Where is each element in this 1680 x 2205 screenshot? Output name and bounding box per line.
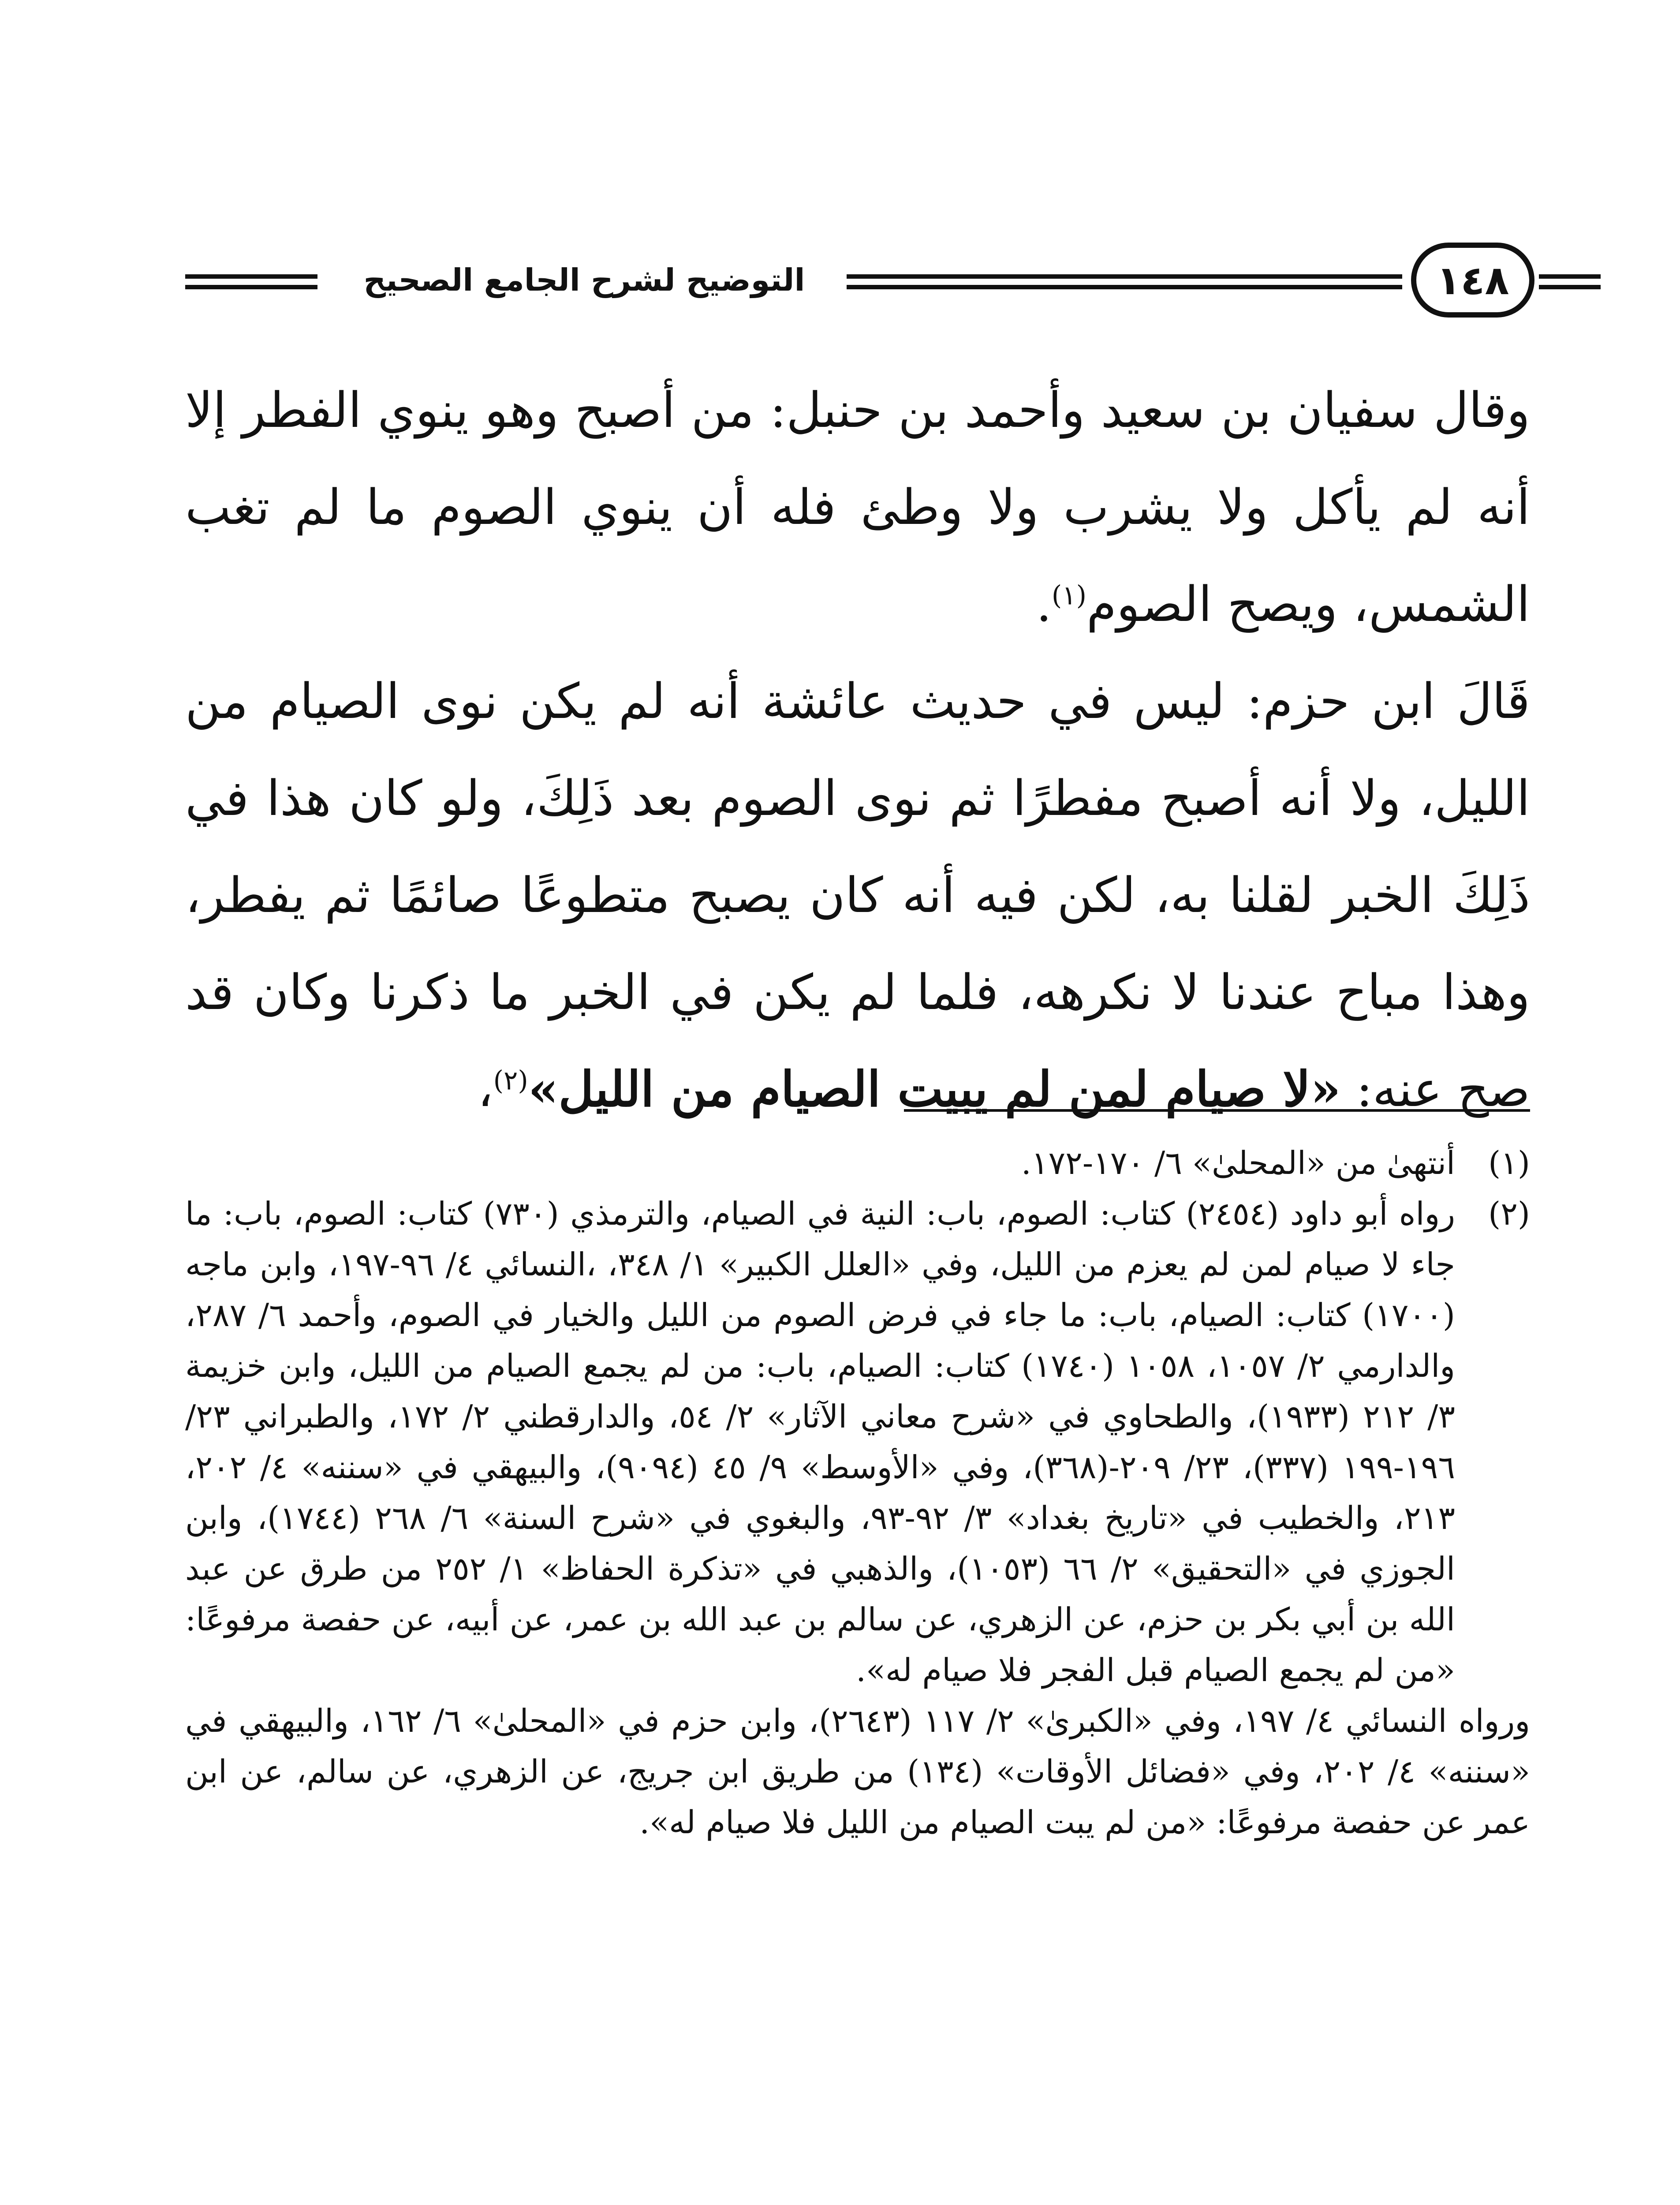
- footnote-ref-2: (٢): [493, 1065, 528, 1096]
- footnote-2-continuation: ورواه النسائي ٤/ ١٩٧، وفي «الكبرىٰ» ٢/ ١١٧ (٢٦٤٣)، وابن حزم في «المحلىٰ» ٦/ ١٦٢، والبيهقي في «سننه» ٤/ ٢٠٢، وفي «فضائل الأوقات» (١٣٤) من طريق ابن جريج، عن الزهري، عن سالم، عن ابن عمر عن حفصة مرفوعًا: «من لم يبت الصيام من الليل فلا صيام له».: [185, 1702, 1531, 1841]
- paragraph-2-text: قَالَ ابن حزم: ليس في حديث عائشة أنه لم يكن نوى الصيام من الليل، ولا أنه أصبح مفطرًا ثم نوى الصوم بعد ذَلِكَ، ولو كان هذا في ذَلِكَ الخبر لقلنا به، لكن فيه أنه كان يصبح متطوعًا صائمًا ثم يفطر، وهذا مباح عندنا لا نكرهه، فلما لم يكن في الخبر ما ذكرنا وكان قد صح عنه:: [185, 673, 1530, 1117]
- paragraph-2-end: ،: [478, 1061, 493, 1117]
- header-rule-left: [185, 274, 317, 289]
- paragraph-1-end: .: [1036, 576, 1052, 632]
- footnote-2: [185, 1188, 1530, 1696]
- footnotes: [185, 1138, 1530, 1848]
- paragraph-1-text: وقال سفيان بن سعيد وأحمد بن حنبل: من أصبح وهو ينوي الفطر إلا أنه لم يأكل ولا يشرب ولا وطئ فله أن ينوي الصوم ما لم تغب الشمس، ويصح الصوم: [185, 382, 1530, 632]
- running-title: التوضيح لشرح الجامع الصحيح: [363, 262, 805, 298]
- header-rule-right: [1539, 274, 1601, 289]
- footnote-separator: [904, 1109, 1530, 1112]
- paragraph-2: [185, 653, 1530, 1138]
- paragraph-1: [185, 362, 1530, 653]
- header-rule-middle: [847, 274, 1402, 289]
- page-header: [185, 238, 1530, 326]
- footnote-number: (١): [1488, 1144, 1530, 1181]
- main-text: [185, 362, 1530, 1138]
- footnote-text: رواه أبو داود (٢٤٥٤) كتاب: الصوم، باب: النية في الصيام، والترمذي (٧٣٠) كتاب: الصوم، باب: ما جاء لا صيام لمن لم يعزم من الليل، وفي «العلل الكبير» ١/ ٣٤٨، ،النسائي ٤/ ٩٦-١٩٧، وابن ماجه (١٧٠٠) كتاب: الصيام، باب: ما جاء في فرض الصوم من الليل والخيار في الصوم، وأحمد ٦/ ٢٨٧، والدارمي ٢/ ١٠٥٧، ١٠٥٨ (١٧٤٠) كتاب: الصيام، باب: من لم يجمع الصيام من الليل، وابن خزيمة ٣/ ٢١٢ (١٩٣٣)، والطحاوي في «شرح معاني الآثار» ٢/ ٥٤، والدارقطني ٢/ ١٧٢، والطبراني ٢٣/ ١٩٦-١٩٩ (٣٣٧)، ٢٣/ ٢٠٩-(٣٦٨)، وفي «الأوسط» ٩/ ٤٥ (٩٠٩٤)، والبيهقي في «سننه» ٤/ ٢٠٢، ٢١٣، والخطيب في «تاريخ بغداد» ٣/ ٩٢-٩٣، والبغوي في «شرح السنة» ٦/ ٢٦٨ (١٧٤٤)، وابن الجوزي في «التحقيق» ٢/ ٦٦ (١٠٥٣)، والذهبي في «تذكرة الحفاظ» ١/ ٢٥٢ من طرق عن عبد الله بن أبي بكر بن حزم، عن الزهري، عن سالم بن عبد الله بن عمر، عن أبيه، عن حفصة مرفوعًا: «من لم يجمع الصيام قبل الفجر فلا صيام له».: [185, 1195, 1456, 1689]
- footnote-number: (٢): [1488, 1195, 1530, 1232]
- page-number: ١٤٨: [1411, 243, 1534, 318]
- footnote-1: [185, 1138, 1530, 1188]
- hadith-quote: «لا صيام لمن لم يبيت الصيام من الليل»: [528, 1061, 1341, 1117]
- footnote-ref-1: (١): [1051, 580, 1086, 611]
- footnote-text: أنتهىٰ من «المحلىٰ» ٦/ ١٧٠-١٧٢.: [1021, 1144, 1455, 1181]
